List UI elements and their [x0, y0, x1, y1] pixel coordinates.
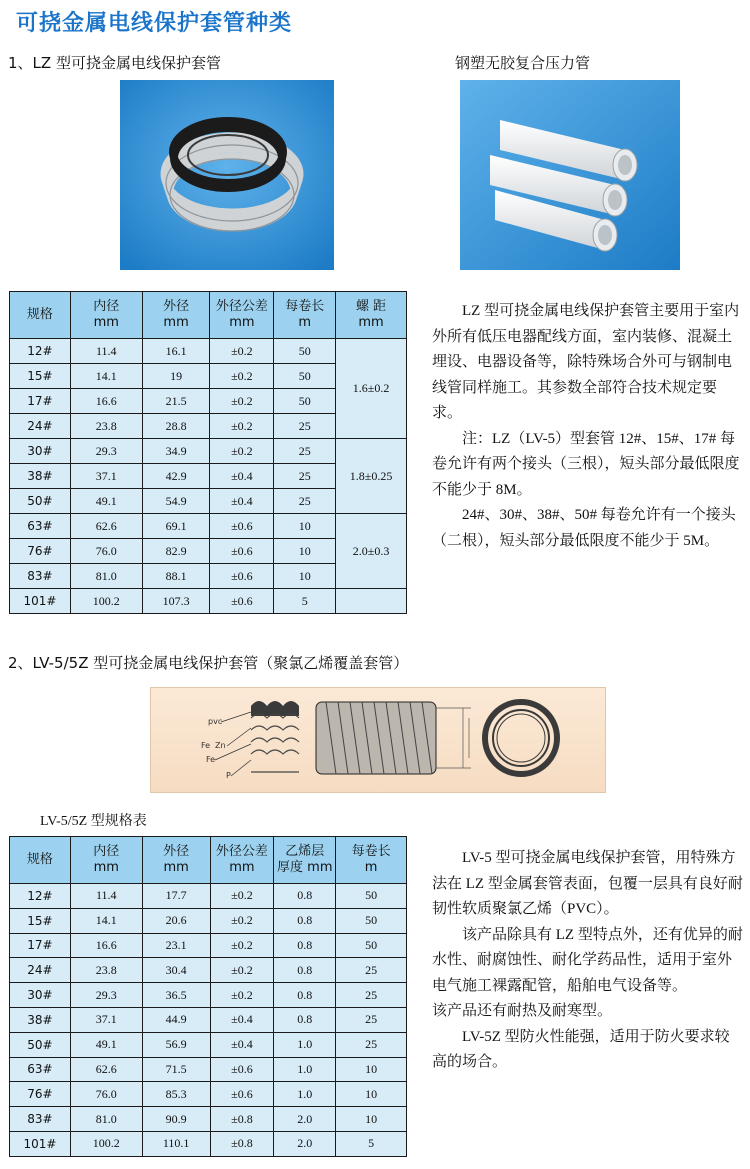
table-cell: 110.1 — [142, 1131, 210, 1156]
table-cell: 85.3 — [142, 1082, 210, 1107]
diagram-label-zn: Zn — [215, 741, 226, 750]
table-cell: 14.1 — [70, 908, 142, 933]
conduit-structure-diagram — [150, 687, 606, 793]
table-cell: 10 — [336, 1082, 407, 1107]
table-cell: 1.0 — [274, 1032, 336, 1057]
table-row: 76# 76.0 82.9 ±0.6 10 — [10, 539, 407, 564]
table-row — [10, 1057, 407, 1082]
header-cell: 外径公差 mm — [210, 837, 274, 884]
header-cell: 规格 — [10, 292, 71, 339]
diagram-label-pvc: pvc — [208, 717, 223, 726]
table-cell: 25 — [336, 983, 407, 1008]
table-row — [10, 1107, 407, 1132]
section2-heading: 2、LV-5/5Z 型可挠金属电线保护套管（聚氯乙烯覆盖套管） — [8, 654, 409, 672]
diagram-label-fe2: Fe — [206, 755, 216, 764]
table-cell: 10 — [336, 1107, 407, 1132]
header-cell: 螺 距 mm — [336, 292, 407, 339]
table-row: 17# 16.6 21.5 ±0.2 50 — [10, 389, 407, 414]
header-cell: 外径 mm — [142, 292, 210, 339]
header-cell: 规格 — [10, 837, 71, 884]
table-cell: 100.2 — [70, 1131, 142, 1156]
table-cell: 36.5 — [142, 983, 210, 1008]
table-row: 101# 100.2 107.3 ±0.6 5 — [10, 589, 407, 614]
table-cell: 25 — [336, 958, 407, 983]
table-header-row — [10, 292, 407, 339]
table-cell: 29.3 — [70, 983, 142, 1008]
lv5-description: LV-5 型可挠金属电线保护套管，用特殊方法在 LZ 型金属套管表面，包覆一层具有良好耐韧性软质聚氯乙烯（PVC）。 该产品除具有 LZ 型特点外，还有优异的耐水性、耐腐蚀性、耐化学药品性，适用于室外电气施工裸露配管，船舶电气设备等。 该产品还有耐热及耐寒型。 LV-5Z 型防火性能强，适用于防火要求较高的场合。 — [432, 850, 743, 1070]
lz-spec-table — [9, 291, 407, 614]
table-row: 24# 23.8 28.8 ±0.2 25 — [10, 414, 407, 439]
table-cell: ±0.8 — [210, 1131, 274, 1156]
table-cell: ±0.2 — [210, 908, 274, 933]
diagram-label-p: P — [226, 771, 231, 780]
table-cell: 20.6 — [142, 908, 210, 933]
composite-pipe-photo — [460, 80, 680, 270]
table-cell: 24# — [10, 958, 71, 983]
table-cell: 11.4 — [70, 884, 142, 909]
table-cell: 1.0 — [274, 1057, 336, 1082]
metal-conduit-photo — [120, 80, 334, 270]
table-cell: ±0.6 — [210, 1057, 274, 1082]
page-title: 可挠金属电线保护套管种类 — [16, 11, 293, 36]
table-cell: 30.4 — [142, 958, 210, 983]
table-cell: 2.0 — [274, 1131, 336, 1156]
lz-description: LZ 型可挠金属电线保护套管主要用于室内外所有低压电器配线方面，室内装修、混凝土埋设、电器设备等，除特殊场合外可与钢制电线管同样施工。其参数全部符合技术规定要求。 注：LZ（LV-5）型套管 12#、15#、17# 每卷允许有两个接头（三根），短头部分最低限度不能少于 8M。 24#、30#、38#、50# 每卷允许有一个接头（二根），短头部分最低限度不能少于 5M。 — [432, 303, 740, 549]
table-row — [10, 908, 407, 933]
table-cell: 0.8 — [274, 958, 336, 983]
table-cell: 71.5 — [142, 1057, 210, 1082]
table-cell: 16.6 — [70, 933, 142, 958]
table-cell: 76.0 — [70, 1082, 142, 1107]
table-cell: ±0.2 — [210, 884, 274, 909]
table-cell: 50 — [336, 908, 407, 933]
header-cell: 乙烯层 厚度 mm — [274, 837, 336, 884]
table-cell: 2.0 — [274, 1107, 336, 1132]
header-cell: 内径 mm — [70, 837, 142, 884]
table-cell: 101# — [10, 1131, 71, 1156]
table-cell: 30# — [10, 983, 71, 1008]
table-cell: 23.1 — [142, 933, 210, 958]
pitch-cell: 1.8±0.25 — [336, 439, 407, 514]
table-cell: ±0.4 — [210, 1007, 274, 1032]
table-cell: 38# — [10, 1007, 71, 1032]
table-cell: 50 — [336, 933, 407, 958]
table-cell: 0.8 — [274, 933, 336, 958]
table-row: 30# 29.3 34.9 ±0.2 25 1.8±0.25 — [10, 439, 407, 464]
table-row — [10, 983, 407, 1008]
table-cell: 76# — [10, 1082, 71, 1107]
cross-section-drawing — [151, 688, 605, 792]
lv5-table-title: LV-5/5Z 型规格表 — [40, 814, 147, 829]
table-cell: 5 — [336, 1131, 407, 1156]
table-cell: 17.7 — [142, 884, 210, 909]
table-cell: ±0.2 — [210, 983, 274, 1008]
table-cell: 90.9 — [142, 1107, 210, 1132]
table-cell: ±0.8 — [210, 1107, 274, 1132]
table-cell: 49.1 — [70, 1032, 142, 1057]
table-cell: 81.0 — [70, 1107, 142, 1132]
coiled-conduit-image — [120, 80, 334, 270]
diagram-label-fe: Fe — [201, 741, 211, 750]
header-cell: 内径 mm — [70, 292, 142, 339]
table-cell: 12# — [10, 884, 71, 909]
table-row: 15# 14.1 19 ±0.2 50 — [10, 364, 407, 389]
table-cell: 0.8 — [274, 884, 336, 909]
section1-heading: 1、LZ 型可挠金属电线保护套管 — [8, 54, 221, 72]
table-row: 83# 81.0 88.1 ±0.6 10 — [10, 564, 407, 589]
table-row: 50# 49.1 54.9 ±0.4 25 — [10, 489, 407, 514]
table-cell: 25 — [336, 1007, 407, 1032]
table-cell: 25 — [336, 1032, 407, 1057]
table-row: 12# 11.4 16.1 ±0.2 50 1.6±0.2 — [10, 339, 407, 364]
table-cell: 37.1 — [70, 1007, 142, 1032]
table-cell: ±0.2 — [210, 958, 274, 983]
table-row — [10, 1131, 407, 1156]
table-cell: 63# — [10, 1057, 71, 1082]
table-cell: 50 — [336, 884, 407, 909]
section1-side-heading: 钢塑无胶复合压力管 — [455, 54, 591, 72]
table-row — [10, 1032, 407, 1057]
pitch-cell: 1.6±0.2 — [336, 339, 407, 439]
table-row — [10, 1007, 407, 1032]
header-cell: 外径公差 mm — [210, 292, 274, 339]
table-cell: 62.6 — [70, 1057, 142, 1082]
table-cell: 17# — [10, 933, 71, 958]
table-row: 38# 37.1 42.9 ±0.4 25 — [10, 464, 407, 489]
header-cell: 每卷长 m — [274, 292, 336, 339]
table-cell: ±0.4 — [210, 1032, 274, 1057]
table-row: 63# 62.6 69.1 ±0.6 10 2.0±0.3 — [10, 514, 407, 539]
table-row — [10, 933, 407, 958]
table-cell: 10 — [336, 1057, 407, 1082]
table-cell: 0.8 — [274, 1007, 336, 1032]
lv5-spec-table — [9, 836, 407, 1157]
table-cell: 56.9 — [142, 1032, 210, 1057]
header-cell: 每卷长 m — [336, 837, 407, 884]
table-cell: ±0.6 — [210, 1082, 274, 1107]
table-row — [10, 958, 407, 983]
white-pipes-image — [460, 80, 680, 270]
table-cell: 0.8 — [274, 908, 336, 933]
table-cell: 0.8 — [274, 983, 336, 1008]
table-row — [10, 1082, 407, 1107]
table-cell: 23.8 — [70, 958, 142, 983]
pitch-cell: 2.0±0.3 — [336, 514, 407, 589]
table-cell: 44.9 — [142, 1007, 210, 1032]
table-header-row — [10, 837, 407, 884]
table-cell: 50# — [10, 1032, 71, 1057]
table-cell: ±0.2 — [210, 933, 274, 958]
header-cell: 外径 mm — [142, 837, 210, 884]
table-cell: 1.0 — [274, 1082, 336, 1107]
table-cell: 15# — [10, 908, 71, 933]
table-row — [10, 884, 407, 909]
table-cell: 83# — [10, 1107, 71, 1132]
